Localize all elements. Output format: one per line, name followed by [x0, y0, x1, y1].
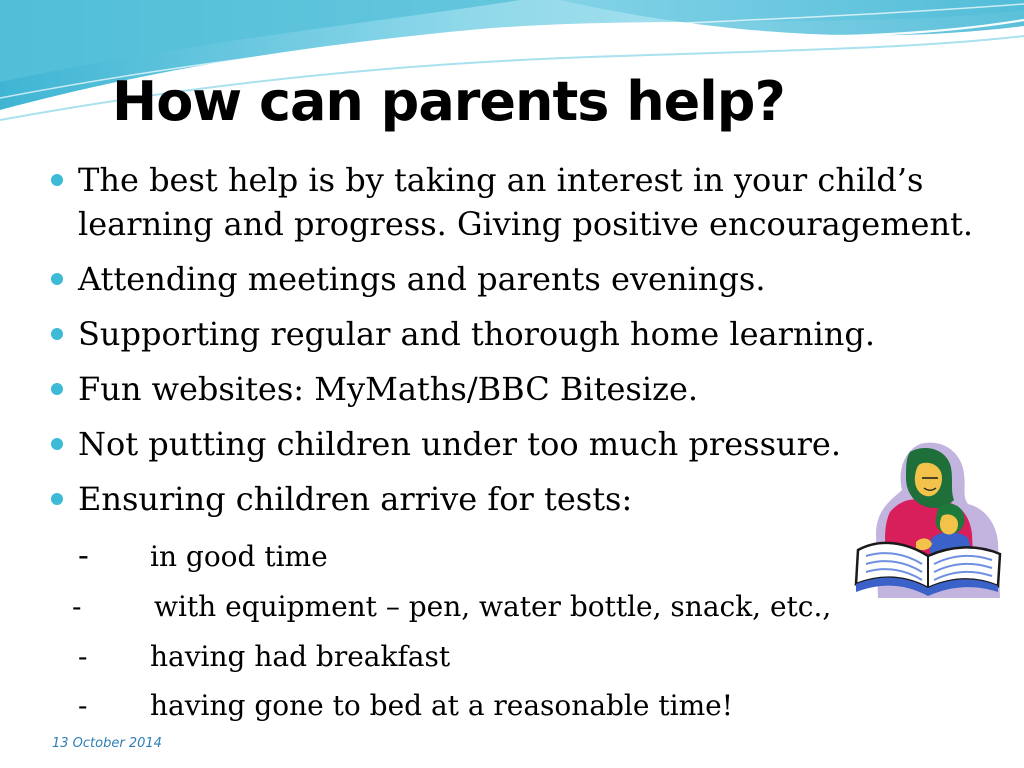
- slide-title: How can parents help?: [112, 70, 785, 133]
- bullet-text: Supporting regular and thorough home learning.: [78, 315, 876, 353]
- sub-text: having gone to bed at a reasonable time!: [150, 689, 733, 722]
- bullet-dot-icon: [51, 328, 63, 340]
- bullet-dot-icon: [51, 174, 63, 186]
- bullet-text: Attending meetings and parents evenings.: [78, 260, 766, 298]
- sub-dash: -: [78, 640, 88, 673]
- bullet-text: Fun websites: MyMaths/BBC Bitesize.: [78, 370, 699, 408]
- bullet-text: Ensuring children arrive for tests:: [78, 480, 633, 518]
- bullet-item: [48, 257, 998, 301]
- bullet-dot-icon: [51, 383, 63, 395]
- bullet-text: Not putting children under too much pressure.: [78, 425, 842, 463]
- bullet-text: The best help is by taking an interest in your child’s learning and progress. Giving positive encouragement.: [78, 161, 974, 243]
- bullet-dot-icon: [51, 438, 63, 450]
- sub-text: having had breakfast: [150, 640, 451, 673]
- sub-text: with equipment – pen, water bottle, snack, etc.,: [154, 590, 832, 623]
- parent-reading-to-child-icon: [850, 438, 1010, 600]
- footer-date: 13 October 2014: [52, 736, 162, 751]
- bullet-dot-icon: [51, 273, 63, 285]
- sub-dash: -: [78, 536, 89, 574]
- sub-dash: -: [72, 590, 82, 623]
- sub-dash: -: [78, 689, 88, 722]
- bullet-dot-icon: [51, 493, 63, 505]
- bullet-item: [48, 312, 998, 356]
- sub-text: in good time: [150, 540, 328, 573]
- bullet-item: [48, 158, 998, 246]
- bullet-item: [48, 367, 998, 411]
